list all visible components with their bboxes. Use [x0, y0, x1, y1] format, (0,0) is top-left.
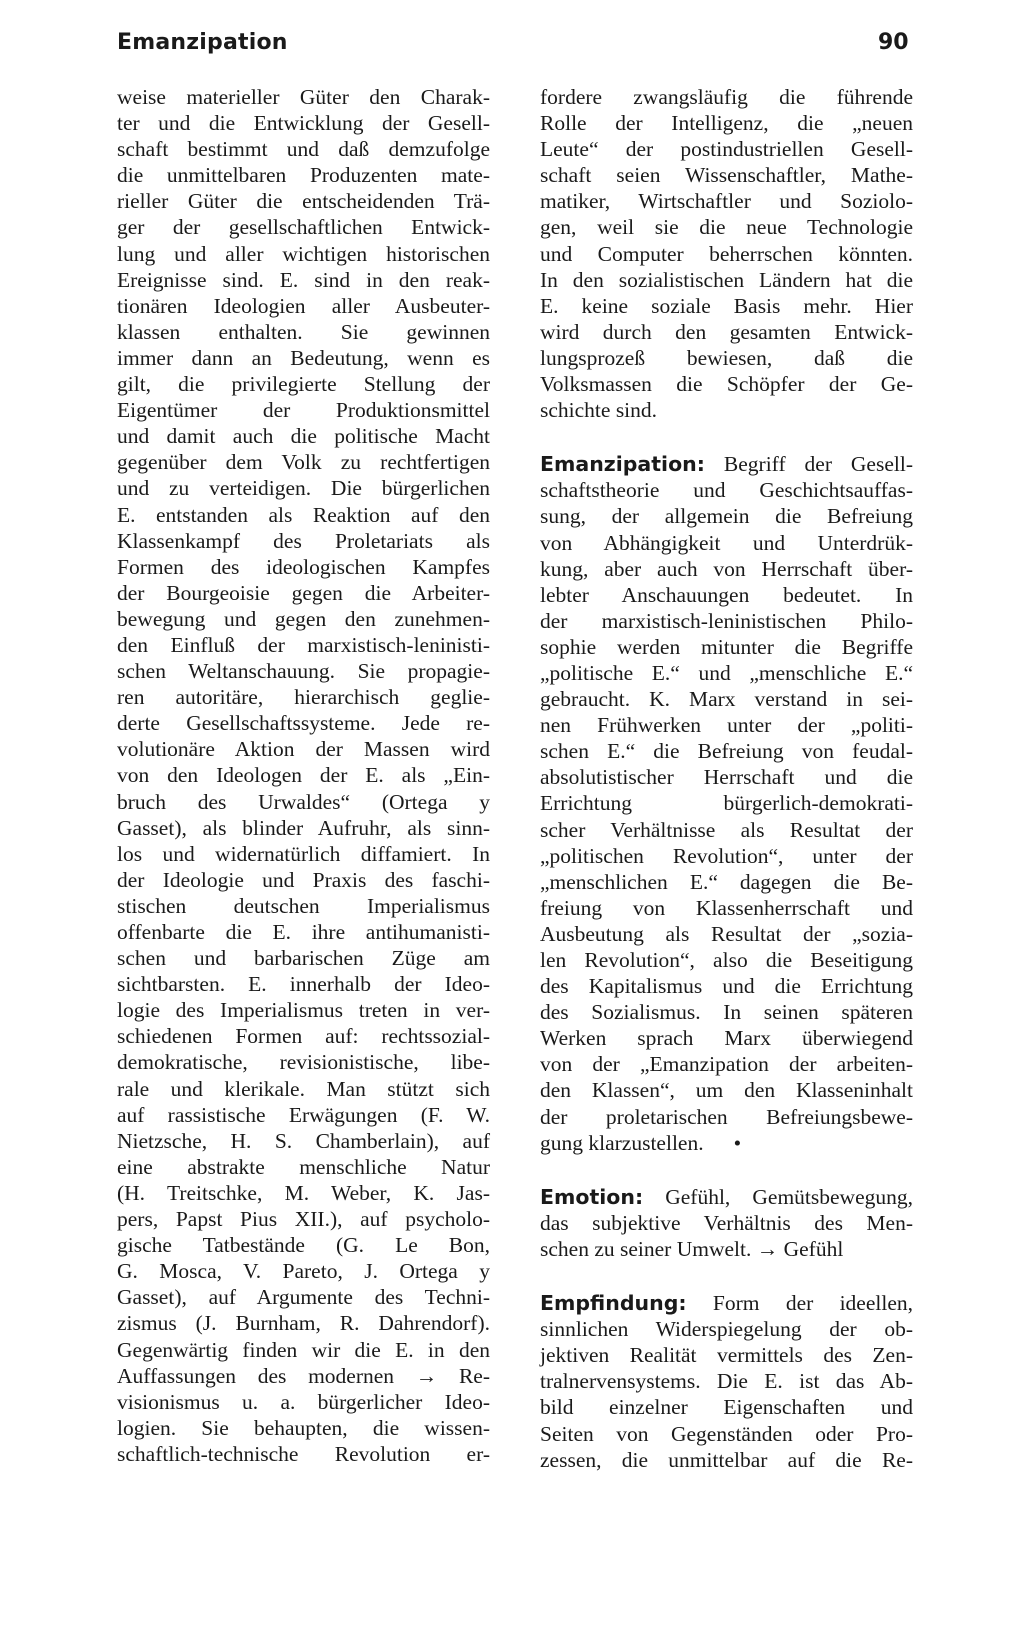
text-line: schaft bestimmt und daß demzufolge: [117, 137, 490, 162]
entry-last-line: [540, 1130, 913, 1156]
text-fragment: gung klarzustellen.: [540, 1130, 704, 1155]
text-line: tralnervensystems. Die E. ist das Ab-: [540, 1369, 913, 1394]
page-number: 90: [878, 30, 909, 55]
text-line: schen Weltanschauung. Sie propagie-: [117, 659, 490, 684]
text-line: zismus (J. Burnham, R. Dahrendorf).: [117, 1311, 490, 1336]
text-line: und damit auch die politische Macht: [117, 424, 490, 449]
continuation-block: [540, 84, 913, 423]
text-line: tionären Ideologien aller Ausbeuter-: [117, 293, 490, 318]
text-line: den Klassen“, um den Klasseninhalt: [540, 1078, 913, 1103]
text-line: matiker, Wirtschaftler und Soziolo-: [540, 189, 913, 214]
text-line: visionismus u. a. bürgerlicher Ideo-: [117, 1389, 490, 1414]
text-line: bruch des Urwaldes“ (Ortega y: [117, 789, 490, 814]
text-line: rieller Güter die entscheidenden Trä-: [117, 189, 490, 214]
text-line: gen, weil sie die neue Technologie: [540, 215, 913, 240]
text-line: pers, Papst Pius XII.), auf psycholo-: [117, 1207, 490, 1232]
text-line: len Revolution“, also die Beseitigung: [540, 948, 913, 972]
entry-emanzipation: [540, 451, 913, 1156]
text-line: Errichtung bürgerlich-demokrati-: [540, 791, 913, 816]
text-line: E. entstanden als Reaktion auf den: [117, 502, 490, 527]
text-line: der Bourgeoisie gegen die Arbeiter-: [117, 580, 490, 605]
text-line: von der „Emanzipation der arbeiten-: [540, 1052, 913, 1077]
text-line: schaftstheorie und Geschichtsauffas-: [540, 478, 913, 503]
text-line: immer dann an Bedeutung, wenn es: [117, 345, 490, 370]
entry-term: Empfindung:: [540, 1291, 687, 1316]
text-line: kung, aber auch von Herrschaft über-: [540, 556, 913, 581]
text-line: bild einzelner Eigenschaften und: [540, 1395, 913, 1420]
text-line: Gasset), als blinder Aufruhr, als sinn-: [117, 815, 490, 840]
text-line: Ereignisse sind. E. sind in den reak-: [117, 267, 490, 292]
text-line: die unmittelbaren Produzenten mate-: [117, 163, 490, 188]
entry-first-line: [540, 1290, 913, 1316]
text-line: und zu verteidigen. Die bürgerlichen: [117, 476, 490, 501]
text-line: G. Mosca, V. Pareto, J. Ortega y: [117, 1259, 490, 1284]
text-line: Auffassungen des modernen → Re-: [117, 1363, 490, 1388]
text-line: der proletarischen Befreiungsbewe-: [540, 1104, 913, 1129]
text-line: sung, der allgemein die Befreiung: [540, 504, 913, 529]
text-line: ger der gesellschaftlichen Entwick-: [117, 215, 490, 240]
text-line: los und widernatürlich diffamiert. In: [117, 841, 490, 866]
text-line: von den Ideologen der E. als „Ein-: [117, 763, 490, 788]
text-line: logien. Sie behaupten, die wissen-: [117, 1415, 490, 1440]
text-line: gebraucht. K. Marx verstand in sei-: [540, 687, 913, 712]
left-column: [117, 84, 490, 1467]
entry-term: Emanzipation:: [540, 452, 705, 477]
text-line: zessen, die unmittelbar auf die Re-: [540, 1447, 913, 1472]
text-fragment: Gefühl, Gemütsbewegung,: [665, 1184, 914, 1209]
text-line: logie des Imperialismus treten in ver-: [117, 998, 490, 1023]
running-head: Emanzipation: [117, 30, 288, 55]
text-line: des Sozialismus. In seinen späteren: [540, 1000, 913, 1025]
entry-emotion: [540, 1184, 913, 1262]
text-line: schen zu seiner Umwelt. → Gefühl: [540, 1236, 844, 1261]
text-line: weise materieller Güter den Charak-: [117, 85, 490, 109]
text-line: des Kapitalismus und die Errichtung: [540, 974, 913, 999]
entry-first-line: [540, 1184, 913, 1210]
text-fragment: Begriff der Gesell-: [723, 452, 913, 477]
text-line: der Ideologie und Praxis des faschi-: [117, 867, 490, 892]
text-line: (H. Treitschke, M. Weber, K. Jas-: [117, 1180, 490, 1205]
text-line: bewegung und gegen den zunehmen-: [117, 606, 490, 631]
text-line: lungsprozeß bewiesen, daß die: [540, 345, 913, 370]
text-line: Formen des ideologischen Kampfes: [117, 554, 490, 579]
text-line: sophie werden mitunter die Begriffe: [540, 634, 913, 659]
text-line: Leute“ der postindustriellen Gesell-: [540, 137, 913, 162]
text-line: schiedenen Formen auf: rechtssozial-: [117, 1024, 490, 1049]
text-line: fordere zwangsläufig die führende: [540, 85, 913, 109]
text-line: schaft seien Wissenschaftler, Mathe-: [540, 163, 913, 188]
text-line: Gegenwärtig finden wir die E. in den: [117, 1337, 490, 1362]
text-line: Rolle der Intelligenz, die „neuen: [540, 111, 913, 136]
text-line: nen Frühwerken unter der „politi-: [540, 713, 913, 738]
text-line: Eigentümer der Produktionsmittel: [117, 398, 490, 423]
text-line: schichte sind.: [540, 398, 658, 423]
text-line: scher Verhältnisse als Resultat der: [540, 817, 913, 842]
text-line: In den sozialistischen Ländern hat die: [540, 267, 913, 292]
text-line: der marxistisch-leninistischen Philo-: [540, 608, 913, 633]
text-line: Gasset), auf Argumente des Techni-: [117, 1285, 490, 1310]
text-line: klassen enthalten. Sie gewinnen: [117, 319, 490, 344]
text-fragment: Form der ideellen,: [712, 1291, 914, 1316]
right-column: [540, 84, 913, 1473]
text-line: gische Tatbestände (G. Le Bon,: [117, 1233, 490, 1258]
text-line: schaftlich-technische Revolution er-: [117, 1441, 490, 1466]
text-line: E. keine soziale Basis mehr. Hier: [540, 293, 913, 318]
text-line: sichtbarsten. E. innerhalb der Ideo-: [117, 972, 490, 997]
text-line: eine abstrakte menschliche Natur: [117, 1154, 490, 1179]
text-line: Seiten von Gegenständen oder Pro-: [540, 1421, 913, 1446]
text-line: „politischen Revolution“, unter der: [540, 843, 913, 868]
text-line: „politische E.“ und „menschliche E.“: [540, 660, 913, 685]
text-line: ter und die Entwicklung der Gesell-: [117, 111, 490, 136]
text-line: Werken sprach Marx überwiegend: [540, 1026, 913, 1051]
text-line: Nietzsche, H. S. Chamberlain), auf: [117, 1128, 490, 1153]
text-line: stischen deutschen Imperialismus: [117, 893, 490, 918]
entry-empfindung: [540, 1290, 913, 1473]
text-line: demokratische, revisionistische, libe-: [117, 1050, 490, 1075]
text-line: Klassenkampf des Proletariats als: [117, 528, 490, 553]
text-line: jektiven Realität vermittels des Zen-: [540, 1343, 913, 1368]
text-line: ren autoritäre, hierarchisch geglie-: [117, 685, 490, 710]
text-line: von Abhängigkeit und Unterdrük-: [540, 530, 913, 555]
text-line: schen E.“ die Befreiung von feudal-: [540, 739, 913, 764]
text-line: „menschlichen E.“ dagegen die Be-: [540, 869, 913, 894]
text-line: das subjektive Verhältnis des Men-: [540, 1210, 913, 1235]
text-line: Volksmassen die Schöpfer der Ge-: [540, 372, 913, 397]
text-line: und Computer beherrschen könnten.: [540, 241, 913, 266]
text-line: schen und barbarischen Züge am: [117, 946, 490, 971]
text-line: gegenüber dem Volk zu rechtfertigen: [117, 450, 490, 475]
text-line: absolutistischer Herrschaft und die: [540, 765, 913, 790]
text-line: derte Gesellschaftssysteme. Jede re-: [117, 711, 490, 736]
text-line: offenbarte die E. ihre antihumanisti-: [117, 920, 490, 944]
end-dot: •: [733, 1130, 742, 1155]
text-line: lebter Anschauungen bedeutet. In: [540, 582, 913, 607]
text-line: den Einfluß der marxistisch-leninisti-: [117, 632, 490, 657]
entry-term: Emotion:: [540, 1184, 644, 1209]
text-line: auf rassistische Erwägungen (F. W.: [117, 1102, 490, 1127]
text-line: lung und aller wichtigen historischen: [117, 241, 490, 266]
text-line: wird durch den gesamten Entwick-: [540, 319, 913, 344]
text-line: freiung von Klassenherrschaft und: [540, 895, 913, 920]
entry-first-line: [540, 451, 913, 477]
text-line: rale und klerikale. Man stützt sich: [117, 1076, 490, 1101]
text-line: gilt, die privilegierte Stellung der: [117, 372, 490, 397]
text-line: volutionäre Aktion der Massen wird: [117, 737, 490, 762]
text-line: sinnlichen Widerspiegelung der ob-: [540, 1317, 913, 1342]
text-line: Ausbeutung als Resultat der „sozia-: [540, 921, 913, 946]
